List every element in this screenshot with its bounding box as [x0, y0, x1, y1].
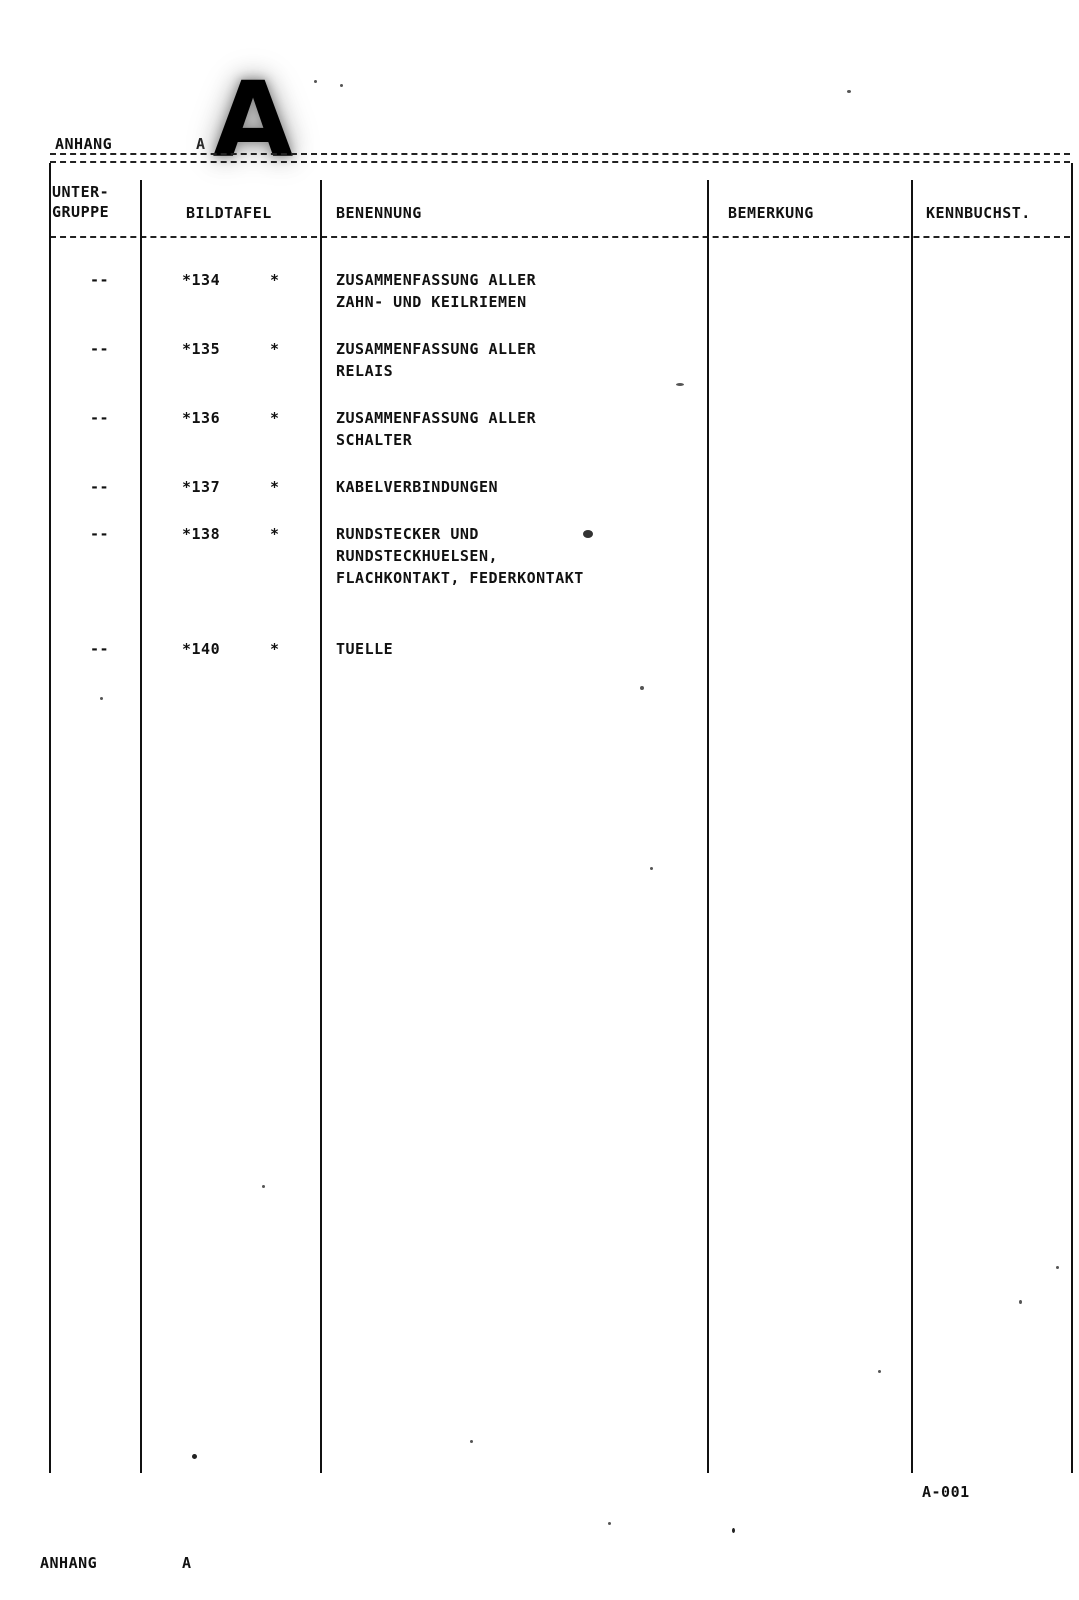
scan-speck: [192, 1454, 197, 1459]
row-untergruppe: --: [90, 340, 110, 358]
row-marker: *: [270, 478, 280, 496]
row-marker: *: [270, 525, 280, 543]
row-marker: *: [270, 640, 280, 658]
row-marker: *: [270, 409, 280, 427]
scan-speck: [878, 1370, 881, 1373]
row-benennung-line2: SCHALTER: [336, 431, 413, 449]
header-benennung: BENENNUNG: [336, 204, 422, 222]
row-marker: *: [270, 271, 280, 289]
footer-section-title: ANHANG: [40, 1554, 98, 1572]
header-bemerkung: BEMERKUNG: [728, 204, 814, 222]
row-benennung-line2: RELAIS: [336, 362, 394, 380]
scan-speck: [732, 1528, 735, 1533]
row-bildtafel: *140: [182, 640, 221, 658]
scan-speck: [847, 90, 851, 93]
header-dashed-rule: [50, 236, 1070, 238]
row-benennung-line1: ZUSAMMENFASSUNG ALLER: [336, 271, 537, 289]
scan-speck: [470, 1440, 473, 1443]
column-divider-3: [707, 180, 709, 1473]
big-section-letter: A: [212, 59, 294, 181]
scan-speck: [100, 697, 103, 700]
row-untergruppe: --: [90, 271, 110, 289]
header-kennbuchst: KENNBUCHST.: [926, 204, 1031, 222]
row-bildtafel: *135: [182, 340, 221, 358]
header-double-rule: [50, 153, 1070, 163]
row-bildtafel: *137: [182, 478, 221, 496]
scan-speck: [340, 84, 343, 87]
row-benennung-line2: RUNDSTECKHUELSEN,: [336, 547, 499, 565]
row-untergruppe: --: [90, 409, 110, 427]
header-untergruppe-line1: UNTER-: [52, 183, 110, 201]
scan-speck: [676, 383, 684, 386]
column-divider-left: [49, 163, 51, 1473]
row-untergruppe: --: [90, 478, 110, 496]
header-section-letter: A: [196, 135, 206, 153]
row-bildtafel: *136: [182, 409, 221, 427]
column-divider-1: [140, 180, 142, 1473]
row-marker: *: [270, 340, 280, 358]
row-bildtafel: *134: [182, 271, 221, 289]
row-benennung-line1: ZUSAMMENFASSUNG ALLER: [336, 340, 537, 358]
scan-speck: [1019, 1300, 1022, 1304]
scan-speck: [1056, 1266, 1059, 1269]
column-divider-2: [320, 180, 322, 1473]
scan-speck: [583, 530, 593, 538]
row-benennung-line1: RUNDSTECKER UND: [336, 525, 479, 543]
row-benennung-line3: FLACHKONTAKT, FEDERKONTAKT: [336, 569, 584, 587]
row-bildtafel: *138: [182, 525, 221, 543]
column-divider-right: [1071, 163, 1073, 1473]
scan-speck: [640, 686, 644, 690]
row-untergruppe: --: [90, 525, 110, 543]
row-benennung-line1: KABELVERBINDUNGEN: [336, 478, 499, 496]
footer-section-letter: A: [182, 1554, 192, 1572]
header-section-title: ANHANG: [55, 135, 113, 153]
page-number: A-001: [922, 1483, 970, 1501]
scan-speck: [608, 1522, 611, 1525]
row-benennung-line1: TUELLE: [336, 640, 394, 658]
scan-speck: [314, 80, 317, 83]
scan-speck: [650, 867, 653, 870]
column-divider-4: [911, 180, 913, 1473]
row-benennung-line1: ZUSAMMENFASSUNG ALLER: [336, 409, 537, 427]
row-benennung-line2: ZAHN- UND KEILRIEMEN: [336, 293, 527, 311]
header-bildtafel: BILDTAFEL: [186, 204, 272, 222]
row-untergruppe: --: [90, 640, 110, 658]
scan-speck: [262, 1185, 265, 1188]
header-untergruppe-line2: GRUPPE: [52, 203, 110, 221]
